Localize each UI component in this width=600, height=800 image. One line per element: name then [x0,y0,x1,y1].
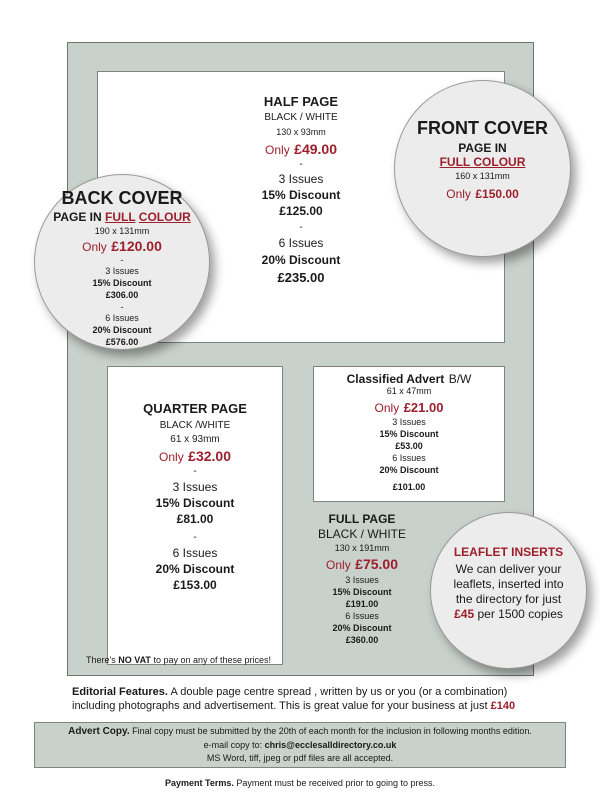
leaflet-line1: We can deliver your [455,562,562,576]
front-cover-price: £150.00 [475,187,519,201]
back-cover-page-in: PAGE IN [53,210,102,224]
half-page-sep1: - [299,159,303,170]
advert-copy-heading: Advert Copy. [68,726,130,737]
full-page-subtitle: BLACK / WHITE [317,527,406,541]
quarter-page-only: Only [159,450,184,464]
back-cover-discount15: 15% Discount [92,278,152,288]
payment-text: Payment must be received prior to going to press. [236,778,435,788]
editorial-price: £140 [490,700,516,712]
full-page-price: £75.00 [355,556,398,572]
full-page-issues3: 3 Issues [345,575,379,585]
half-page-discount20: 20% Discount [261,253,341,267]
half-page-sep2: - [299,222,303,233]
quarter-page-sep1: - [193,466,197,477]
half-page-price: £49.00 [294,141,337,157]
full-page-price3: £191.00 [345,599,379,609]
back-cover-issues6: 6 Issues [105,313,139,323]
back-cover-only: Only [82,240,107,254]
back-cover-title: BACK COVER [61,188,183,208]
editorial-features [72,685,542,713]
half-page-only: Only [265,143,290,157]
back-cover-sep2: - [120,302,124,312]
quarter-page-subtitle: BLACK /WHITE [159,420,231,431]
classified-discount15: 15% Discount [379,429,439,439]
full-page-discount20: 20% Discount [332,623,392,633]
classified-advert-box [313,366,505,502]
quarter-page-price: £32.00 [188,448,231,464]
back-cover-circle [34,174,210,350]
quarter-page-box [107,366,283,665]
full-page-title: FULL PAGE [328,512,396,526]
quarter-page-discount15: 15% Discount [155,496,235,510]
back-cover-sep1: - [120,255,124,265]
half-page-price6: £235.00 [277,270,325,285]
full-page-price6: £360.00 [345,635,379,645]
back-cover-price: £120.00 [111,238,162,254]
vat-note-post: to pay on any of these prices! [153,655,272,665]
leaflet-line2: leaflets, inserted into [453,577,564,591]
classified-price3: £53.00 [395,441,423,451]
advert-copy-email-line [35,741,565,750]
classified-size: 61 x 47mm [386,386,432,396]
half-page-title: HALF PAGE [263,94,339,109]
classified-price-line [314,400,504,416]
leaflet-inserts-circle [430,512,587,669]
half-page-issues6: 6 Issues [278,236,324,250]
front-cover-page-in: PAGE IN [458,141,507,155]
half-page-discount15: 15% Discount [261,188,341,202]
leaflet-price: £45 [454,607,475,621]
quarter-page-sep2: - [193,532,197,543]
classified-price6: £101.00 [392,482,426,492]
quarter-page-title: QUARTER PAGE [143,401,247,416]
classified-title: Classified Advert [346,372,445,386]
back-cover-page-in-line [35,211,209,223]
full-page-size: 130 x 191mm [334,543,390,553]
classified-issues3: 3 Issues [392,417,426,427]
quarter-page-size: 61 x 93mm [170,434,220,445]
front-cover-full-colour [395,156,570,168]
front-cover-title: FRONT COVER [416,118,548,138]
quarter-page-price6: £153.00 [173,578,217,592]
back-cover-issues3: 3 Issues [105,266,139,276]
classified-title-line [314,371,504,387]
front-cover-size: 160 x 131mm [455,171,510,181]
full-page-discount15: 15% Discount [332,587,392,597]
back-cover-price6: £576.00 [105,337,139,347]
advert-copy-email-pre: e-mail copy to: [203,740,263,750]
front-cover-price-line [395,186,570,202]
front-cover-colour: COLOUR [473,155,526,169]
leaflet-line4-rest: per 1500 copies [477,607,563,621]
advert-copy-text: Final copy must be submitted by the 20th of each month for the inclusion in following months edition. [132,726,532,736]
classified-discount20: 20% Discount [379,465,439,475]
back-cover-full: FULL [105,210,136,224]
classified-issues6: 6 Issues [392,453,426,463]
half-page-subtitle: BLACK / WHITE [264,112,338,123]
quarter-page-issues3: 3 Issues [172,480,218,494]
quarter-page-price3: £81.00 [176,512,214,526]
half-page-price3: £125.00 [279,204,323,218]
full-page-only: Only [326,558,351,572]
back-cover-size: 190 x 131mm [94,226,150,236]
leaflet-line3: the directory for just [455,592,562,606]
front-cover-only: Only [446,187,471,201]
advert-copy-formats: MS Word, tiff, jpeg or pdf files are all accepted. [206,753,394,763]
back-cover-discount20: 20% Discount [92,325,152,335]
vat-note-pre: There's [86,655,116,665]
front-cover-full: FULL [439,155,471,169]
quarter-page-discount20: 20% Discount [155,562,235,576]
quarter-page-issues6: 6 Issues [172,546,218,560]
back-cover-price3: £306.00 [105,290,139,300]
front-cover-circle [394,80,571,257]
full-page-price-line [304,557,420,573]
half-page-issues3: 3 Issues [278,172,324,186]
leaflet-line4 [431,608,586,620]
half-page-size: 130 x 93mm [276,127,326,137]
payment-terms [0,778,600,788]
vat-note [86,655,271,665]
quarter-page-price-line [108,449,282,465]
full-page-issues6: 6 Issues [345,611,379,621]
classified-price: £21.00 [403,400,444,415]
advert-copy-panel [34,722,566,768]
leaflet-title: LEAFLET INSERTS [453,545,564,559]
advert-copy-line1 [35,727,565,737]
vat-note-no-vat: NO VAT [118,655,151,665]
advert-copy-email[interactable]: chris@ecclesalldirectory.co.uk [264,740,397,750]
back-cover-colour: COLOUR [138,210,191,224]
back-cover-price-line [35,239,209,255]
classified-only: Only [374,401,400,415]
payment-heading: Payment Terms. [165,778,234,788]
editorial-heading: Editorial Features. [72,686,168,698]
classified-bw: B/W [448,372,472,386]
editorial-text: A double page centre spread , written by us or you (or a combination) including photographs and advertisement. This is great value for your business at just [72,686,508,712]
